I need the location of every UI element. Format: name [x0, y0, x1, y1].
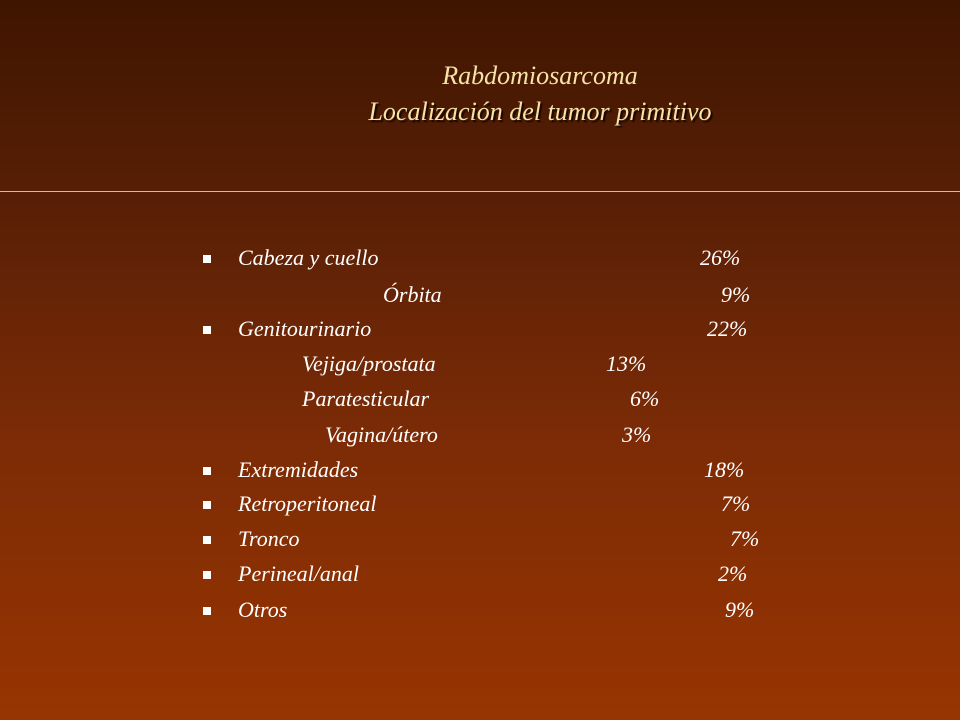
slide-title	[0, 58, 960, 130]
list-item	[0, 454, 960, 486]
bullet-icon	[203, 501, 211, 509]
item-label: Retroperitoneal	[238, 491, 377, 516]
item-value: 7%	[721, 491, 751, 516]
list-item	[0, 594, 960, 626]
bullet-icon	[203, 326, 211, 334]
item-value: 18%	[704, 457, 745, 482]
bullet-icon	[203, 571, 211, 579]
title-divider	[0, 191, 960, 192]
item-label: Genitourinario	[238, 316, 372, 341]
item-value: 6%	[630, 386, 660, 411]
list-item	[0, 383, 960, 415]
item-value: 3%	[622, 422, 652, 447]
bullet-icon	[203, 467, 211, 475]
item-label: Perineal/anal	[238, 561, 359, 586]
item-label: Cabeza y cuello	[238, 245, 379, 270]
item-value: 7%	[730, 526, 760, 551]
title-line-1: Rabdomiosarcoma	[442, 61, 638, 90]
item-value: 13%	[606, 351, 647, 376]
list-item	[0, 348, 960, 380]
item-label: Otros	[238, 597, 288, 622]
list-item	[0, 523, 960, 555]
item-label: Vagina/útero	[325, 422, 438, 447]
item-label: Paratesticular	[302, 386, 430, 411]
list-item	[0, 488, 960, 520]
list-item	[0, 279, 960, 311]
bullet-icon	[203, 607, 211, 615]
item-label: Extremidades	[238, 457, 359, 482]
list-item	[0, 419, 960, 451]
title-line-2: Localización del tumor primitivo	[368, 97, 712, 126]
item-label: Vejiga/prostata	[302, 351, 436, 376]
item-label: Órbita	[383, 282, 442, 307]
list-item	[0, 313, 960, 345]
item-value: 9%	[725, 597, 755, 622]
list-item	[0, 558, 960, 590]
item-value: 9%	[721, 282, 751, 307]
bullet-icon	[203, 536, 211, 544]
item-value: 22%	[707, 316, 748, 341]
list-item	[0, 242, 960, 274]
item-value: 26%	[700, 245, 741, 270]
item-value: 2%	[718, 561, 748, 586]
bullet-icon	[203, 255, 211, 263]
item-label: Tronco	[238, 526, 300, 551]
